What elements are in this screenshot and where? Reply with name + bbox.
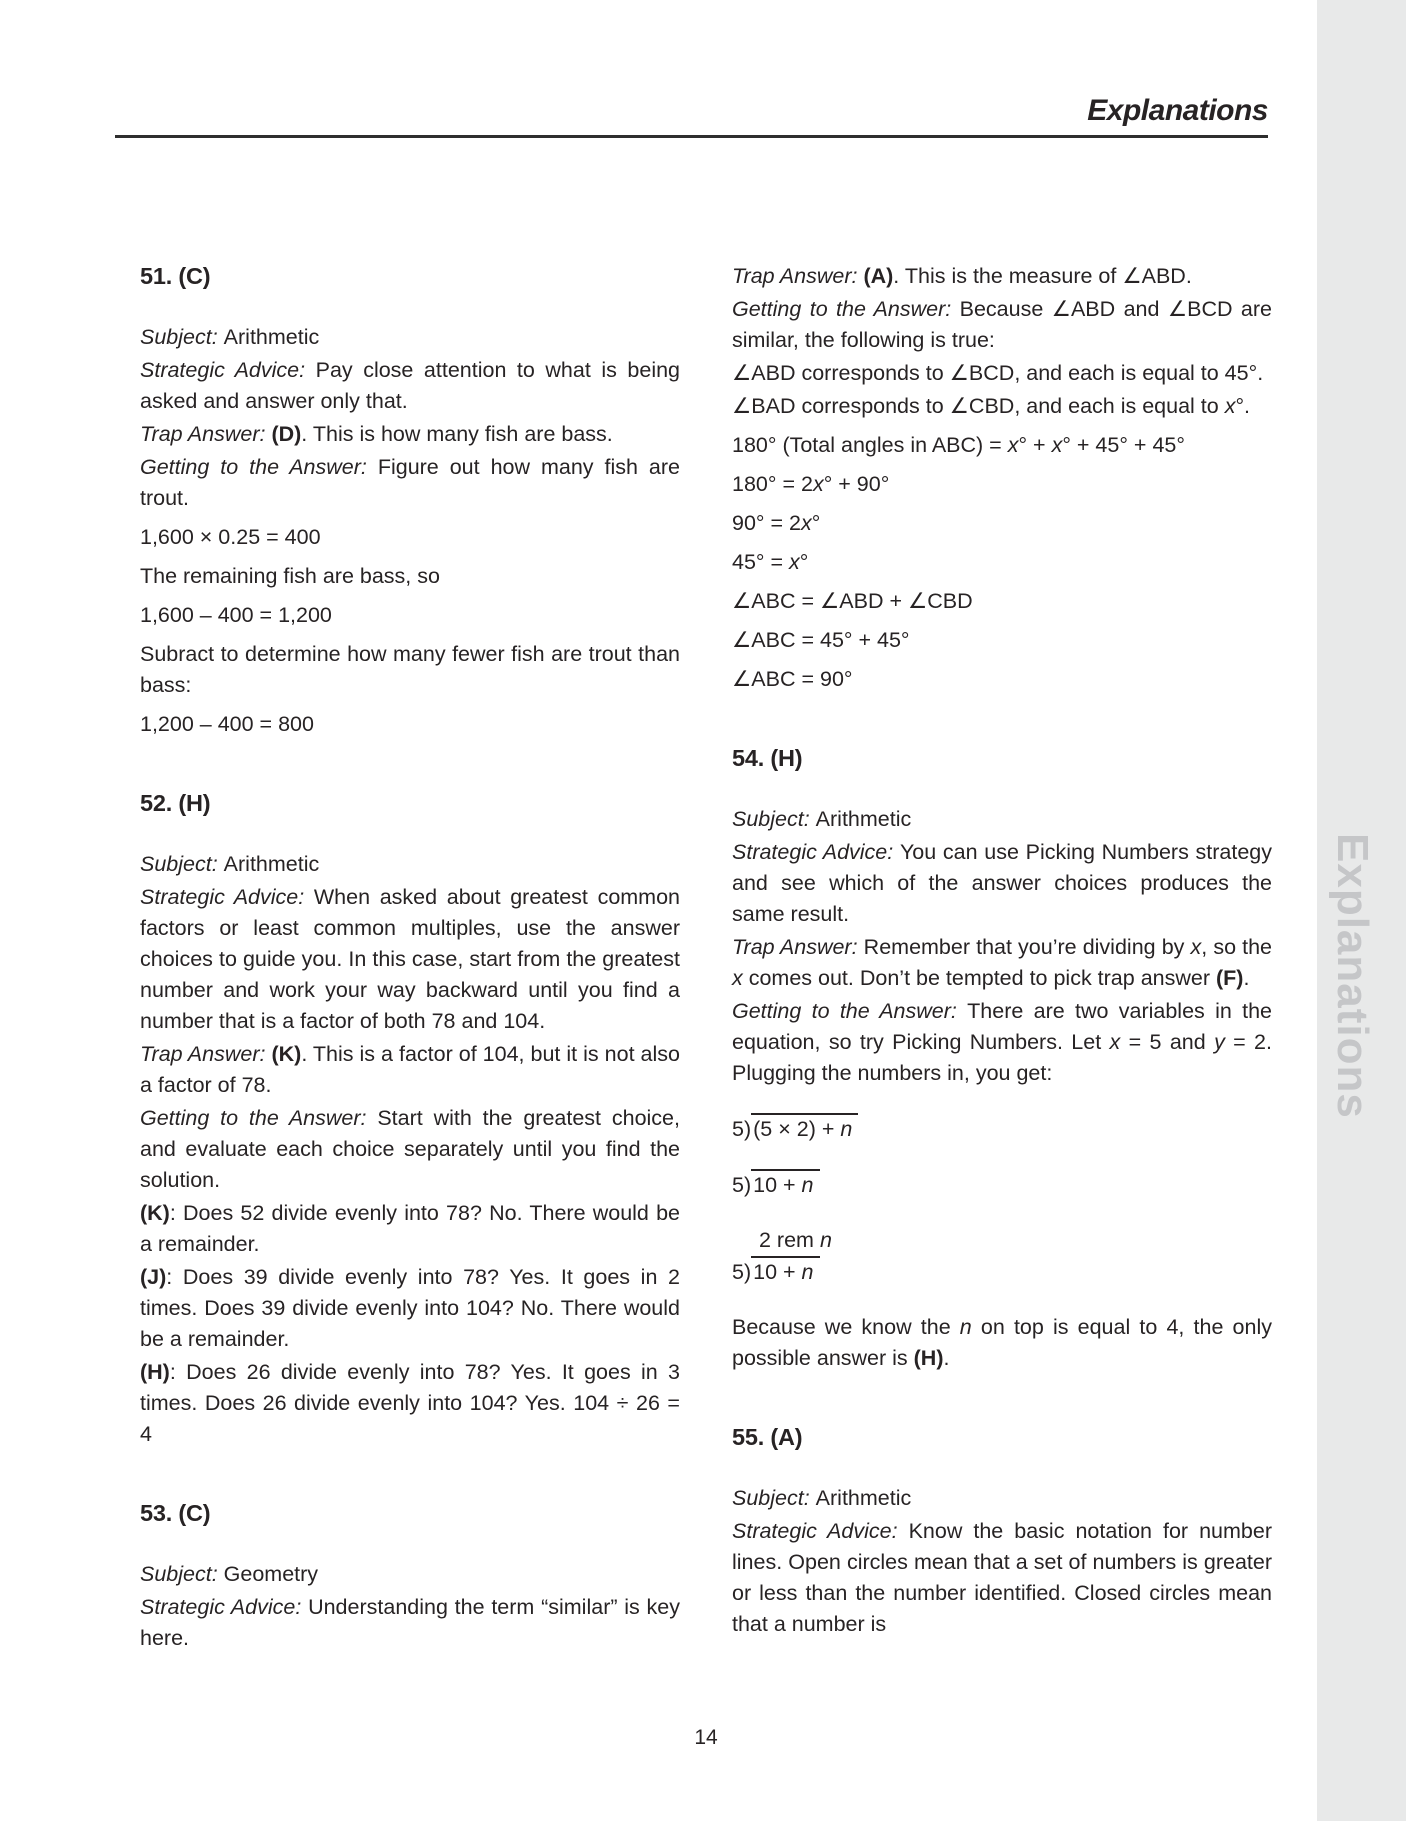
division-dividend: [751, 1169, 819, 1199]
equation: [140, 709, 680, 740]
explanation-text: [140, 639, 680, 701]
text-run: Know the basic notation for number lines. Open circles mean that a set of numbers is greater or less than the number identified. Closed circles mean that a number is: [732, 1519, 1272, 1636]
text-run: Getting to the Answer:: [732, 999, 968, 1023]
text-run: x: [789, 550, 800, 574]
text-run: Figure out how many fish are trout.: [140, 455, 680, 510]
strategic-advice: [140, 355, 680, 417]
text-run: Start with the greatest choice, and evaluate each choice separately until you find the solution.: [140, 1106, 680, 1192]
text-run: = 5 and: [1120, 1030, 1215, 1054]
text-run: ° +: [1018, 433, 1052, 457]
text-run: Strategic Advice:: [732, 1519, 909, 1543]
text-run: (F): [1215, 966, 1244, 990]
strategic-advice: [732, 837, 1272, 930]
text-run: . This is a factor of 104, but it is not also a factor of 78.: [140, 1042, 680, 1097]
text-run: 1,600 × 0.25 = 400: [140, 525, 321, 549]
text-run: 180° (Total angles in ABC) =: [732, 433, 1008, 457]
trap-answer: [140, 1039, 680, 1101]
left-column: [140, 261, 680, 1656]
text-run: Arithmetic: [223, 325, 320, 349]
text-run: ∠ABC = 45° + 45°: [732, 628, 910, 652]
text-run: Subract to determine how many fewer fish are trout than bass:: [140, 642, 680, 697]
text-run: 54. (H): [732, 745, 803, 771]
division-divisor: 5): [732, 1173, 752, 1197]
text-run: Arithmetic: [815, 807, 912, 831]
text-run: 52. (H): [140, 790, 211, 816]
choice-h-eval: [140, 1357, 680, 1450]
text-run: Trap Answer:: [140, 1042, 272, 1066]
getting-to-answer: [140, 452, 680, 514]
page-number: 14: [694, 1726, 718, 1749]
text-run: There are two variables in the equation, so try Picking Numbers. Let: [732, 999, 1272, 1054]
text-run: . This is how many fish are bass.: [301, 422, 613, 446]
text-run: (K): [140, 1201, 170, 1225]
text-run: ∠BAD corresponds to ∠CBD, and each is equal to: [732, 394, 1225, 418]
text-run: . This is the measure of ∠ABD.: [893, 264, 1192, 288]
division-row: [732, 1256, 1272, 1288]
subject-line: [140, 1559, 680, 1590]
text-run: n: [801, 1260, 814, 1284]
trap-answer: [140, 419, 680, 450]
text-run: : Does 26 divide evenly into 78? Yes. It goes in 3 times. Does 26 divide evenly into 104? Yes. 104 ÷ 26 = 4: [140, 1360, 680, 1446]
text-run: You can use Picking Numbers strategy and see which of the answer choices produces the same result.: [732, 840, 1273, 926]
text-run: x: [732, 966, 743, 990]
text-run: Subject:: [732, 807, 816, 831]
division-divisor: 5): [732, 1117, 752, 1141]
text-run: Strategic Advice:: [140, 1595, 309, 1619]
text-run: x: [800, 511, 812, 535]
strategic-advice: [140, 882, 680, 1037]
text-run: n: [819, 1228, 832, 1252]
text-run: 1,200 – 400 = 800: [140, 712, 314, 736]
question-55-header: [732, 1422, 1272, 1453]
text-run: 2 rem: [759, 1228, 820, 1252]
subject-line: [732, 804, 1272, 835]
text-run: (5 × 2) +: [753, 1117, 841, 1141]
text-run: Getting to the Answer:: [732, 297, 960, 321]
text-run: Arithmetic: [815, 1486, 912, 1510]
text-run: Strategic Advice:: [140, 885, 314, 909]
choice-j-eval: [140, 1262, 680, 1355]
text-run: (H): [140, 1360, 170, 1384]
explanation-text: [732, 391, 1272, 422]
text-run: Trap Answer:: [140, 422, 272, 446]
getting-to-answer: [732, 996, 1272, 1089]
header-rule: [115, 135, 1268, 138]
explanation-text: [732, 358, 1272, 389]
text-run: °: [811, 511, 821, 535]
text-run: : Does 52 divide evenly into 78? No. There would be a remainder.: [140, 1201, 680, 1256]
text-run: Subject:: [140, 325, 224, 349]
side-tab-label: Explanations: [1328, 833, 1377, 1119]
text-run: x: [812, 472, 824, 496]
text-run: The remaining fish are bass, so: [140, 564, 440, 588]
text-run: 10 +: [753, 1173, 802, 1197]
text-run: (K): [271, 1042, 302, 1066]
conclusion-text: [732, 1312, 1272, 1374]
trap-answer: [732, 261, 1272, 292]
text-run: Getting to the Answer:: [140, 1106, 378, 1130]
text-run: x: [1190, 935, 1202, 959]
trap-answer: [732, 932, 1272, 994]
text-run: n: [959, 1315, 972, 1339]
choice-k-eval: [140, 1198, 680, 1260]
text-run: (J): [140, 1265, 167, 1289]
text-run: Because we know the: [732, 1315, 960, 1339]
strategic-advice: [140, 1592, 680, 1654]
long-division: [732, 1169, 1272, 1201]
text-run: : Does 39 divide evenly into 78? Yes. It goes in 2 times. Does 39 divide evenly into 104? No. There would be a remainder.: [140, 1265, 680, 1351]
text-run: 90° = 2: [732, 511, 801, 535]
text-run: x: [1007, 433, 1019, 457]
equation: [732, 586, 1272, 617]
getting-to-answer: [140, 1103, 680, 1196]
equation: [732, 664, 1272, 695]
text-run: 10 +: [753, 1260, 802, 1284]
text-run: on top is equal to 4, the only possible answer is: [732, 1315, 1272, 1370]
long-division: [732, 1225, 1272, 1288]
explanation-text: [140, 561, 680, 592]
text-run: Arithmetic: [223, 852, 320, 876]
text-run: ° + 90°: [823, 472, 890, 496]
question-54-header: [732, 743, 1272, 774]
text-run: ∠ABD corresponds to ∠BCD, and each is equal to 45°.: [732, 361, 1264, 385]
text-run: Strategic Advice:: [732, 840, 900, 864]
text-run: (D): [271, 422, 302, 446]
text-run: Subject:: [140, 1562, 224, 1586]
explanations-side-tab: [1317, 0, 1406, 1821]
text-run: Geometry: [223, 1562, 319, 1586]
text-run: 1,600 – 400 = 1,200: [140, 603, 332, 627]
text-run: (H): [913, 1346, 944, 1370]
equation: [732, 547, 1272, 578]
equation: [140, 600, 680, 631]
text-run: ∠ABC = 90°: [732, 667, 853, 691]
question-53-header: [140, 1498, 680, 1529]
text-run: Trap Answer:: [732, 935, 864, 959]
text-run: Because ∠ABD and ∠BCD are similar, the following is true:: [732, 297, 1272, 352]
long-division: [732, 1113, 1272, 1145]
page-header-title: Explanations: [1087, 94, 1268, 127]
right-column: [732, 261, 1272, 1642]
text-run: Remember that you’re dividing by: [863, 935, 1191, 959]
text-run: x: [1109, 1030, 1121, 1054]
text-run: n: [801, 1173, 814, 1197]
text-run: Understanding the term “similar” is key here.: [140, 1595, 681, 1650]
text-run: Subject:: [732, 1486, 816, 1510]
division-quotient: [732, 1225, 1272, 1256]
subject-line: [140, 849, 680, 880]
text-run: n: [840, 1117, 853, 1141]
text-run: 55. (A): [732, 1424, 803, 1450]
text-run: 180° = 2: [732, 472, 813, 496]
equation: [732, 430, 1272, 461]
text-run: Subject:: [140, 852, 224, 876]
text-run: x: [1051, 433, 1063, 457]
text-run: ° + 45° + 45°: [1062, 433, 1185, 457]
getting-to-answer: [732, 294, 1272, 356]
division-dividend: [751, 1256, 819, 1286]
text-run: When asked about greatest common factors or least common multiples, use the answer choices to guide you. In this case, start from the greatest number and work your way backward until you find a number that is a factor of both 78 and 104.: [140, 885, 681, 1033]
text-run: Trap Answer:: [732, 264, 864, 288]
text-run: 51. (C): [140, 263, 211, 289]
equation: [732, 625, 1272, 656]
strategic-advice: [732, 1516, 1272, 1640]
text-run: .: [943, 1346, 950, 1370]
text-run: 45° =: [732, 550, 790, 574]
text-run: 53. (C): [140, 1500, 211, 1526]
text-run: , so the: [1201, 935, 1272, 959]
division-dividend: [751, 1113, 858, 1143]
equation: [732, 469, 1272, 500]
subject-line: [732, 1483, 1272, 1514]
text-run: ∠ABC = ∠ABD + ∠CBD: [732, 589, 973, 613]
text-run: y: [1214, 1030, 1225, 1054]
division-divisor: 5): [732, 1260, 752, 1284]
equation: [732, 508, 1272, 539]
text-run: = 2. Plugging the numbers in, you get:: [732, 1030, 1272, 1085]
equation: [140, 522, 680, 553]
question-52-header: [140, 788, 680, 819]
text-run: .: [1243, 966, 1250, 990]
text-run: °.: [1235, 394, 1251, 418]
question-51-header: [140, 261, 680, 292]
text-run: °: [799, 550, 809, 574]
text-run: Pay close attention to what is being asked and answer only that.: [140, 358, 681, 413]
text-run: x: [1224, 394, 1236, 418]
text-run: (A): [863, 264, 894, 288]
text-run: Getting to the Answer:: [140, 455, 378, 479]
text-run: comes out. Don’t be tempted to pick trap answer: [742, 966, 1216, 990]
subject-line: [140, 322, 680, 353]
text-run: Strategic Advice:: [140, 358, 316, 382]
